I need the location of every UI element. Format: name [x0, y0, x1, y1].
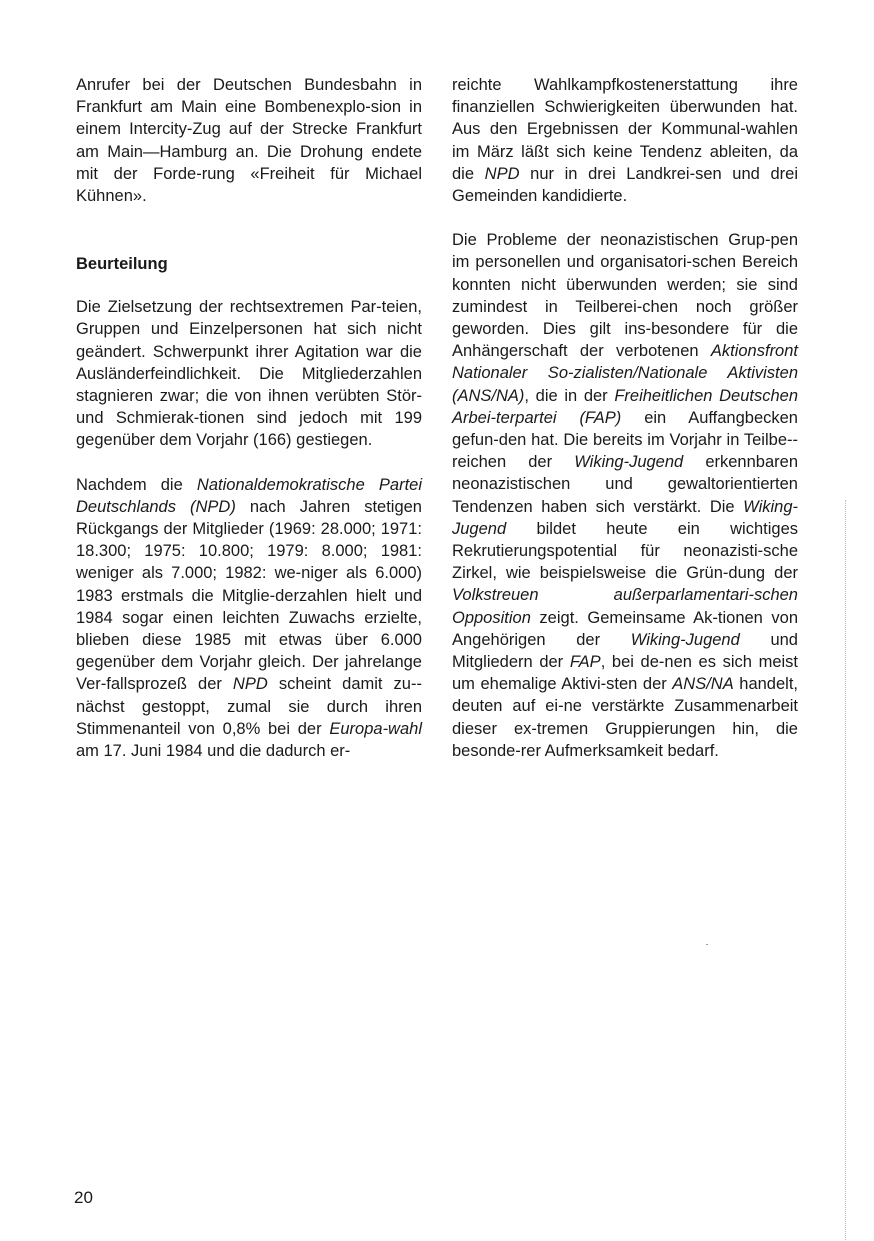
italic-term: Wiking-Jugend [630, 630, 740, 649]
paragraph-bombing-threat [76, 74, 422, 207]
scan-edge-marks [845, 500, 848, 1240]
paragraph-neonazi-groups [452, 229, 798, 762]
text-run: nur in drei Landkrei-sen und drei Gemeinden kandidierte. [452, 164, 798, 206]
text-run: , bei de-nen es sich meist um ehemalige Aktivi-sten der [452, 653, 798, 694]
section-heading: Beurteilung [76, 255, 168, 274]
text-run: zeigt. Gemeinsame Ak-tionen von Angehörigen der [452, 608, 798, 649]
text-run: scheint damit zu-nächst gestoppt, zumal sie durch ihren Stimmenanteil von 0,8% bei der [76, 675, 422, 738]
italic-term: FAP [569, 653, 601, 672]
text-run: reichte Wahlkampfkostenerstattung ihre finanziellen Schwierigkeiten überwunden hat. Aus den Ergebnissen der Kommunal-wahlen im März läßt sich keine Tendenz ableiten, da die [452, 76, 798, 183]
italic-term: Volkstreuen außerparlamentari-schen Opposition [452, 586, 798, 627]
right-column [452, 74, 798, 784]
page-number: 20 [74, 1188, 93, 1207]
italic-term: Wiking-Jugend [574, 453, 684, 472]
text-run: , die in der [524, 386, 615, 405]
paragraph-assessment [76, 296, 422, 451]
text-run: Nachdem die [76, 475, 197, 494]
italic-term: Freiheitlichen Deutschen Arbei-terpartei (FAP) [452, 386, 798, 427]
text-run: Die Probleme der neonazistischen Grup-pen im personellen und organisatori-schen Bereich konnten nicht überwunden werden; sie sind zumindest in Teilberei-chen noch größer geworden. Dies gilt ins-besondere für die Anhängerschaft der verbotenen [452, 231, 798, 361]
text-run: bildet heute ein wichtiges Rekrutierungspotential für neonazisti-sche Zirkel, wie beispielsweise die Grün-dung der [452, 519, 798, 583]
italic-term: NPD [484, 164, 520, 183]
paragraph-npd-membership [76, 474, 422, 763]
text-run: handelt, deuten auf ei-ne verstärkte Zusammenarbeit dieser ex-tremen Gruppierungen hin, die besonde-rer Aufmerksamkeit bedarf. [452, 675, 798, 760]
italic-term: Aktionsfront Nationaler So-zialisten/Nationale Aktivisten (ANS/NA) [452, 342, 798, 405]
scan-speck [706, 944, 708, 945]
text-run: und Mitgliedern der [452, 630, 798, 672]
text-run: Die Zielsetzung der rechtsextremen Par-teien, Gruppen und Einzelpersonen hat sich nicht geändert. Schwerpunkt ihrer Agitation war die Ausländerfeindlichkeit. Die Mitgliederzahlen stagnieren zwar; die von ihnen verübten Stör- und Schmierak-tionen sind jedoch mit 199 gegenüber dem Vorjahr (166) gestiegen. [76, 298, 422, 450]
text-run: nach Jahren stetigen Rückgangs der Mitglieder (1969: 28.000; 1971: 18.300; 1975: 10.800; 1979: 8.000; 1981: weniger als 7.000; 1982: we-niger als 6.000) 1983 erstmals die Mitglie-derzahlen hielt und 1984 sogar einen leichten Zuwachs erzielte, blieben diese 1985 mit etwas über 6.000 gegenüber dem Vorjahr gleich. Der jahrelange Ver-fallsprozeß der [76, 497, 422, 694]
text-run: ein Auffangbecken gefun-den hat. Die bereits im Vorjahr in Teilbe-reichen der [452, 408, 798, 472]
text-run: am 17. Juni 1984 und die dadurch er- [76, 742, 351, 761]
italic-term: Nationaldemokratische Partei Deutschlands (NPD) [76, 475, 422, 516]
left-column [76, 74, 422, 784]
italic-term: ANS/NA [672, 675, 734, 694]
text-run: erkennbaren neonazistischen und gewaltorientierten Tendenzen haben sich verstärkt. Die [452, 453, 798, 516]
italic-term: Europa-wahl [329, 719, 422, 738]
italic-term: Wiking-Jugend [452, 497, 798, 538]
italic-term: NPD [232, 675, 268, 694]
text-run: Anrufer bei der Deutschen Bundesbahn in Frankfurt am Main eine Bombenexplo-sion in einem Intercity-Zug auf der Strecke Frankfurt am Main—Hamburg an. Die Drohung endete mit der Forde-rung «Freiheit für Michael Kühnen». [76, 76, 422, 206]
paragraph-election-results [452, 74, 798, 207]
